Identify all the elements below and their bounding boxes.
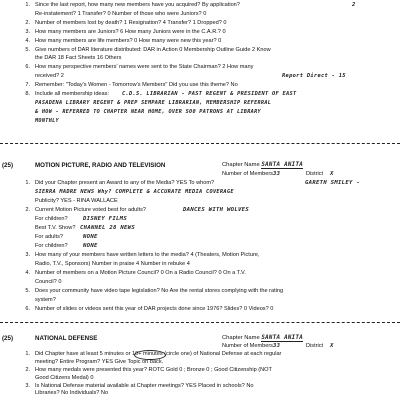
section-divider [0,322,400,323]
section-divider [0,143,400,144]
chapter-name-value: SANTA ANITA [261,335,304,341]
chapter-name-value: SANTA ANITA [261,162,304,168]
section-title: MOTION PICTURE, RADIO AND TELEVISION [35,162,166,169]
section-title: NATIONAL DEFENSE [35,335,98,342]
